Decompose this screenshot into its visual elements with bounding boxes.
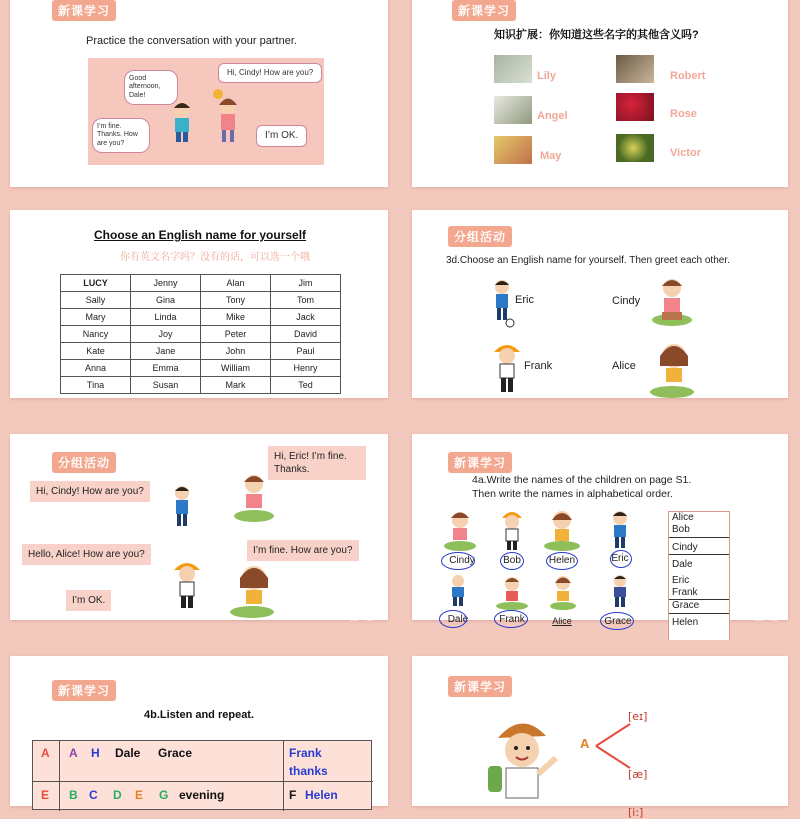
- slide-subtitle: 你有英文名字吗？没有的话，可以选一个哦: [120, 252, 310, 263]
- alice-illustration: [224, 562, 278, 620]
- decorative-letters: a b: [348, 382, 376, 403]
- name-circle: [610, 550, 632, 568]
- table-row: [61, 309, 341, 326]
- table-cell: Kate: [61, 343, 131, 360]
- slide-2-card: [412, 0, 788, 187]
- table-row: [61, 343, 341, 360]
- alice-illustration: [548, 574, 578, 612]
- letter-e: E: [135, 788, 144, 802]
- slide-5[interactable]: [0, 420, 400, 620]
- ipa-ae: [æ]: [628, 768, 648, 781]
- name-alice: Alice: [612, 360, 636, 372]
- list-item: Dale: [672, 559, 693, 571]
- speech-bubble: I’m OK.: [256, 125, 307, 147]
- slide-8[interactable]: [400, 640, 800, 819]
- table-cell: Anna: [61, 360, 131, 377]
- name-lily: Lily: [537, 70, 556, 82]
- table-cell: Jim: [271, 275, 341, 292]
- name-circle: [494, 610, 528, 628]
- table-cell: Jenny: [131, 275, 201, 292]
- word-thanks: thanks: [289, 764, 328, 778]
- decorative-letters: a b: [754, 605, 782, 626]
- name-circle: [546, 552, 578, 570]
- list-item: Helen: [672, 616, 699, 628]
- table-cell: LUCY: [61, 275, 131, 292]
- word-frank: Frank: [289, 746, 322, 760]
- new-lesson-tag: 新课学习: [448, 452, 512, 473]
- name-eric: Eric: [515, 294, 534, 306]
- grace-illustration: [608, 574, 632, 610]
- name-may: May: [540, 150, 562, 162]
- table-cell: Henry: [271, 360, 341, 377]
- table-cell: Joy: [131, 326, 201, 343]
- list-item: Grace: [669, 600, 729, 613]
- phonics-letter-a: A: [580, 736, 590, 751]
- slide-4-card: [412, 210, 788, 398]
- decorative-letters: a b: [754, 162, 782, 183]
- boy-illustration: [166, 100, 198, 150]
- table-cell: Peter: [201, 326, 271, 343]
- instruction-text: 3d.Choose an English name for yourself. Then greet each other.: [446, 255, 730, 266]
- frank-illustration: [494, 574, 530, 610]
- frank-illustration: [490, 340, 524, 400]
- table-cell: John: [201, 343, 271, 360]
- letter-g: G: [159, 788, 169, 802]
- speech-bubble: Hi, Cindy! How are you?: [30, 481, 150, 502]
- group-activity-tag: 分组活动: [448, 226, 512, 247]
- table-cell: Alan: [201, 275, 271, 292]
- slide-7-card: [10, 656, 388, 806]
- instruction-line-2: Then write the names in alphabetical order.: [472, 488, 673, 500]
- decorative-letters: a b: [348, 605, 376, 626]
- table-cell: Paul: [271, 343, 341, 360]
- table-row: [61, 292, 341, 309]
- kid-name-helen: Helen: [548, 555, 576, 566]
- names-table: [60, 274, 341, 394]
- table-row: [61, 275, 341, 292]
- speech-bubble: Good afternoon, Dale!: [124, 70, 178, 105]
- name-circle: [600, 612, 634, 630]
- table-cell: Ted: [271, 377, 341, 394]
- word-evening: evening: [179, 788, 225, 802]
- may-photo: [494, 136, 532, 164]
- speech-bubble: I’m fine. Thanks. How are you?: [92, 118, 150, 153]
- name-cindy: Cindy: [612, 295, 641, 307]
- cindy-illustration: [230, 470, 278, 526]
- speech-bubble: Hi, Cindy! How are you?: [218, 63, 322, 83]
- boy-with-backpack-illustration: [482, 714, 562, 804]
- list-item: Alice: [672, 512, 694, 523]
- name-robert: Robert: [670, 70, 706, 82]
- group-activity-tag: 分组活动: [52, 452, 116, 473]
- alphabetical-list: [668, 511, 730, 647]
- letter-h: H: [91, 746, 100, 760]
- speech-bubble: Hello, Alice! How are you?: [22, 544, 151, 565]
- kid-name-cindy: Cindy: [449, 555, 475, 566]
- table-row: [61, 360, 341, 377]
- kid-name-grace: Grace: [604, 616, 632, 627]
- alice-illustration: [644, 340, 698, 400]
- phonics-table: [32, 740, 372, 810]
- row-letter-e: E: [41, 788, 50, 802]
- speech-bubble: Hi, Eric! I’m fine. Thanks.: [268, 446, 366, 480]
- table-cell: Gina: [131, 292, 201, 309]
- slide-title: Choose an English name for yourself: [94, 228, 307, 242]
- slide-title: 4b.Listen and repeat.: [144, 709, 255, 721]
- conversation-scene: [88, 58, 324, 165]
- table-cell: Jane: [131, 343, 201, 360]
- table-cell: Tina: [61, 377, 131, 394]
- table-cell: Tony: [201, 292, 271, 309]
- letter-c: C: [89, 788, 98, 802]
- slide-1-card: [10, 0, 388, 187]
- helen-illustration: [542, 508, 582, 552]
- slide-4[interactable]: [400, 200, 800, 400]
- row-letter-a: A: [41, 746, 50, 760]
- slide-5-card: [10, 434, 388, 620]
- name-circle: [500, 552, 524, 570]
- table-cell: David: [271, 326, 341, 343]
- slide-2[interactable]: [400, 0, 800, 200]
- angel-photo: [494, 96, 532, 124]
- table-cell: Emma: [131, 360, 201, 377]
- letter-d: D: [113, 788, 122, 802]
- list-item: Frank: [669, 587, 729, 600]
- word-dale: Dale: [115, 746, 141, 760]
- robert-photo: [616, 55, 654, 83]
- eric-illustration: [490, 278, 516, 328]
- bob-illustration: [498, 508, 526, 552]
- speech-bubble: I’m fine. How are you?: [247, 540, 359, 561]
- lily-photo: [494, 55, 532, 83]
- eric-illustration: [606, 508, 634, 552]
- table-cell: Susan: [131, 377, 201, 394]
- slide-1[interactable]: [0, 0, 400, 200]
- table-cell: Mike: [201, 309, 271, 326]
- victor-photo: [616, 134, 654, 162]
- table-cell: Jack: [271, 309, 341, 326]
- name-rose: Rose: [670, 108, 697, 120]
- speech-bubble: I’m OK.: [66, 590, 111, 611]
- name-circle: [441, 552, 475, 570]
- girl-illustration: [208, 88, 242, 150]
- eric-illustration: [170, 484, 196, 532]
- kid-name-frank: Frank: [499, 614, 525, 625]
- ipa-ei: [eɪ]: [628, 710, 648, 723]
- cindy-illustration: [648, 274, 696, 330]
- kid-name-bob: Bob: [503, 555, 521, 566]
- name-victor: Victor: [670, 147, 701, 159]
- slide-6-card: [412, 434, 788, 628]
- table-cell: Mark: [201, 377, 271, 394]
- rose-photo: [616, 93, 654, 121]
- kid-name-alice: Alice: [552, 616, 572, 626]
- name-frank: Frank: [524, 360, 553, 372]
- branch-arrows: [594, 720, 634, 772]
- dale-illustration: [446, 574, 470, 608]
- slide-8-card: [412, 656, 788, 819]
- name-angel: Angel: [537, 110, 568, 122]
- letter-f: F: [289, 788, 297, 802]
- kid-name-eric: Eric: [611, 553, 629, 564]
- word-grace: Grace: [158, 746, 193, 760]
- decorative-letters: a b: [348, 162, 376, 183]
- new-lesson-tag: 新课学习: [52, 680, 116, 701]
- new-lesson-tag: 新课学习: [448, 676, 512, 697]
- slide-6[interactable]: [400, 420, 800, 628]
- ipa-i: [i:]: [628, 806, 644, 819]
- list-item: Bob: [669, 524, 729, 537]
- kid-name-dale: Dale: [447, 614, 469, 625]
- letter-b: B: [69, 788, 78, 802]
- table-cell: Mary: [61, 309, 131, 326]
- instruction-line-1: 4a.Write the names of the children on page S1.: [472, 474, 692, 486]
- slide-title: 知识扩展：你知道这些名字的其他含义吗?: [494, 29, 699, 41]
- table-cell: Linda: [131, 309, 201, 326]
- table-row: [61, 326, 341, 343]
- list-item: Eric: [672, 574, 690, 586]
- frank-illustration: [170, 558, 204, 618]
- slide-3-card: [10, 210, 388, 398]
- list-item: Cindy: [669, 542, 729, 555]
- slide-7[interactable]: [0, 640, 400, 800]
- table-cell: Nancy: [61, 326, 131, 343]
- cindy-illustration: [442, 508, 478, 552]
- table-cell: Tom: [271, 292, 341, 309]
- instruction-text: Practice the conversation with your partner.: [86, 35, 297, 47]
- word-helen: Helen: [305, 788, 338, 802]
- table-cell: Sally: [61, 292, 131, 309]
- table-cell: William: [201, 360, 271, 377]
- decorative-letters: a b: [754, 382, 782, 403]
- letter-a: A: [69, 746, 78, 760]
- new-lesson-tag: 新课学习: [452, 0, 516, 21]
- table-row: [61, 377, 341, 394]
- name-circle: [439, 610, 467, 628]
- slide-3[interactable]: [0, 200, 400, 400]
- new-lesson-tag: 新课学习: [52, 0, 116, 21]
